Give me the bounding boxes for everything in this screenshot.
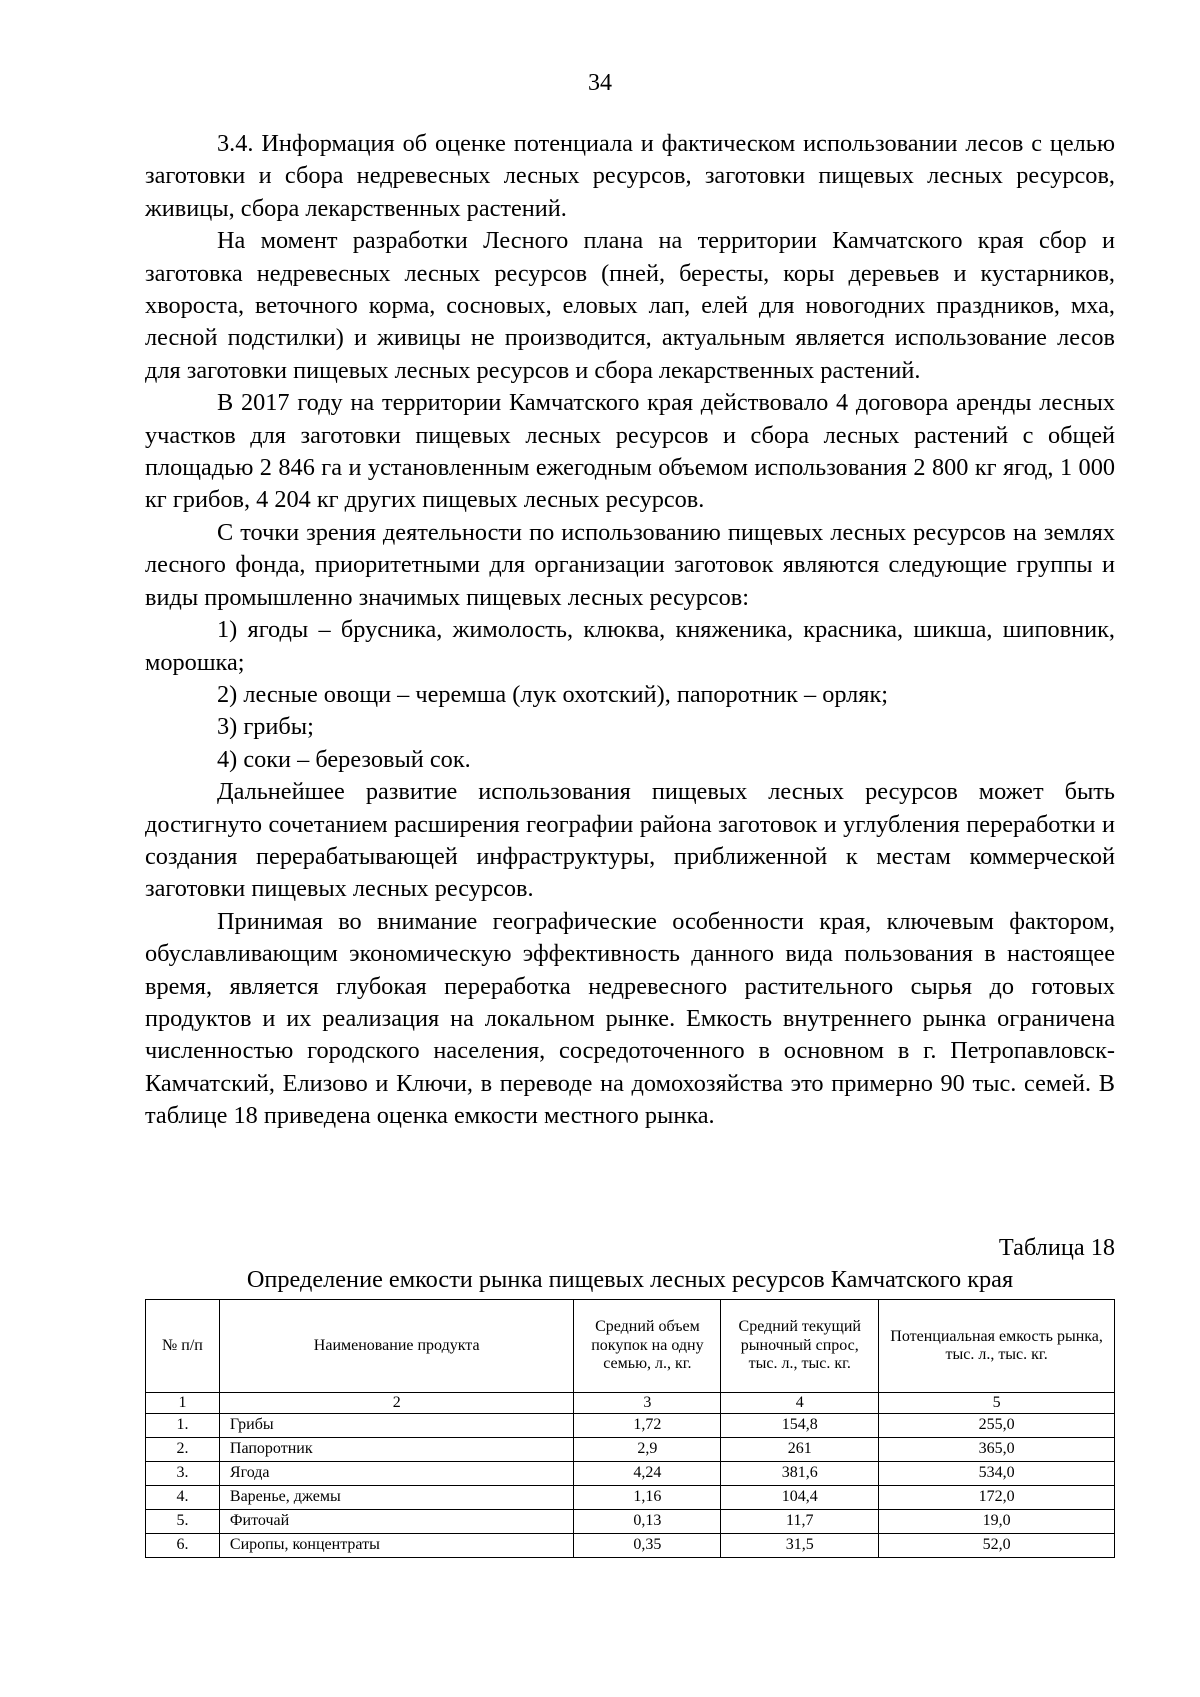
column-number: 5 <box>879 1393 1115 1414</box>
product-name: Папоротник <box>219 1438 574 1462</box>
product-name: Сиропы, концентраты <box>219 1534 574 1558</box>
paragraph: Дальнейшее развитие использования пищевых лесных ресурсов может быть достигнуто сочетанием расширения географии района заготовок и углубления переработки и создания перерабатывающей инфраструктуры, приближенной к местам коммерческой заготовки пищевых лесных ресурсов. <box>145 778 1115 903</box>
page-number: 34 <box>588 70 612 96</box>
row-number: 1. <box>146 1414 220 1438</box>
table-caption <box>145 1232 1115 1295</box>
current-demand: 11,7 <box>721 1510 879 1534</box>
list-item: 4) соки – березовый сок. <box>217 745 471 773</box>
avg-purchase: 1,16 <box>574 1486 721 1510</box>
avg-purchase: 4,24 <box>574 1462 721 1486</box>
current-demand: 261 <box>721 1438 879 1462</box>
table-row <box>146 1414 1115 1438</box>
table-title: Определение емкости рынка пищевых лесных ресурсов Камчатского края <box>246 1266 1014 1293</box>
paragraph: В 2017 году на территории Камчатского края действовало 4 договора аренды лесных участков для заготовки пищевых лесных ресурсов и сбора лесных растений с общей площадью 2 846 га и установленным ежегодным объемом использования 2 800 кг ягод, 1 000 кг грибов, 4 204 кг других пищевых лесных ресурсов. <box>145 389 1115 514</box>
potential-capacity: 534,0 <box>879 1462 1115 1486</box>
potential-capacity: 255,0 <box>879 1414 1115 1438</box>
potential-capacity: 52,0 <box>879 1534 1115 1558</box>
market-capacity-table <box>145 1299 1115 1558</box>
column-number: 1 <box>146 1393 220 1414</box>
paragraph: 3.4. Информация об оценке потенциала и фактическом использовании лесов с целью заготовки и сбора недревесных лесных ресурсов, заготовки пищевых лесных ресурсов, живицы, сбора лекарственных растений. <box>145 130 1115 222</box>
current-demand: 381,6 <box>721 1462 879 1486</box>
column-header: Потенциальная емкость рынка, тыс. л., тыс. кг. <box>879 1300 1115 1393</box>
product-name: Варенье, джемы <box>219 1486 574 1510</box>
paragraph: С точки зрения деятельности по использованию пищевых лесных ресурсов на землях лесного фонда, приоритетными для организации заготовок являются следующие группы и виды промышленно значимых пищевых лесных ресурсов: <box>145 518 1115 611</box>
potential-capacity: 19,0 <box>879 1510 1115 1534</box>
table-row <box>146 1486 1115 1510</box>
potential-capacity: 172,0 <box>879 1486 1115 1510</box>
table-label: Таблица 18 <box>998 1234 1115 1261</box>
table-row <box>146 1534 1115 1558</box>
row-number: 6. <box>146 1534 220 1558</box>
row-number: 5. <box>146 1510 220 1534</box>
column-header: Средний текущий рыночный спрос, тыс. л., тыс. кг. <box>721 1300 879 1393</box>
potential-capacity: 365,0 <box>879 1438 1115 1462</box>
avg-purchase: 0,13 <box>574 1510 721 1534</box>
avg-purchase: 1,72 <box>574 1414 721 1438</box>
paragraph: На момент разработки Лесного плана на территории Камчатского края сбор и заготовка недревесных лесных ресурсов (пней, бересты, коры деревьев и кустарников, хвороста, веточного корма, сосновых, еловых лап, елей для новогодних праздников, мха, лесной подстилки) и живицы не производится, актуальным является использование лесов для заготовки пищевых лесных ресурсов и сбора лекарственных растений. <box>145 227 1115 384</box>
column-header: Средний объем покупок на одну семью, л., кг. <box>574 1300 721 1393</box>
column-number-row <box>146 1393 1115 1414</box>
column-header: № п/п <box>146 1300 220 1393</box>
table-row <box>146 1438 1115 1462</box>
list-item: 1) ягоды – брусника, жимолость, клюква, княженика, красника, шикша, шиповник, морошка; <box>145 616 1115 676</box>
paragraph: Принимая во внимание географические особенности края, ключевым фактором, обуславливающим экономическую эффективность данного вида пользования в настоящее время, является глубокая переработка недревесного растительного сырья до готовых продуктов и их реализация на локальном рынке. Емкость внутреннего рынка ограничена численностью городского населения, сосредоточенного в основном в г. Петропавловск-Камчатский, Елизово и Ключи, в переводе на домохозяйства это примерно 90 тыс. семей. В таблице 18 приведена оценка емкости местного рынка. <box>145 907 1115 1130</box>
document-body <box>145 128 1115 1133</box>
avg-purchase: 2,9 <box>574 1438 721 1462</box>
row-number: 4. <box>146 1486 220 1510</box>
column-number: 4 <box>721 1393 879 1414</box>
column-number: 2 <box>219 1393 574 1414</box>
table-row <box>146 1510 1115 1534</box>
current-demand: 104,4 <box>721 1486 879 1510</box>
product-name: Ягода <box>219 1462 574 1486</box>
list-item: 3) грибы; <box>217 713 314 741</box>
table-header-row <box>146 1300 1115 1393</box>
product-name: Грибы <box>219 1414 574 1438</box>
table-row <box>146 1462 1115 1486</box>
avg-purchase: 0,35 <box>574 1534 721 1558</box>
list-item: 2) лесные овощи – черемша (лук охотский), папоротник – орляк; <box>217 680 889 708</box>
current-demand: 154,8 <box>721 1414 879 1438</box>
column-header: Наименование продукта <box>219 1300 574 1393</box>
column-number: 3 <box>574 1393 721 1414</box>
current-demand: 31,5 <box>721 1534 879 1558</box>
row-number: 3. <box>146 1462 220 1486</box>
product-name: Фиточай <box>219 1510 574 1534</box>
row-number: 2. <box>146 1438 220 1462</box>
